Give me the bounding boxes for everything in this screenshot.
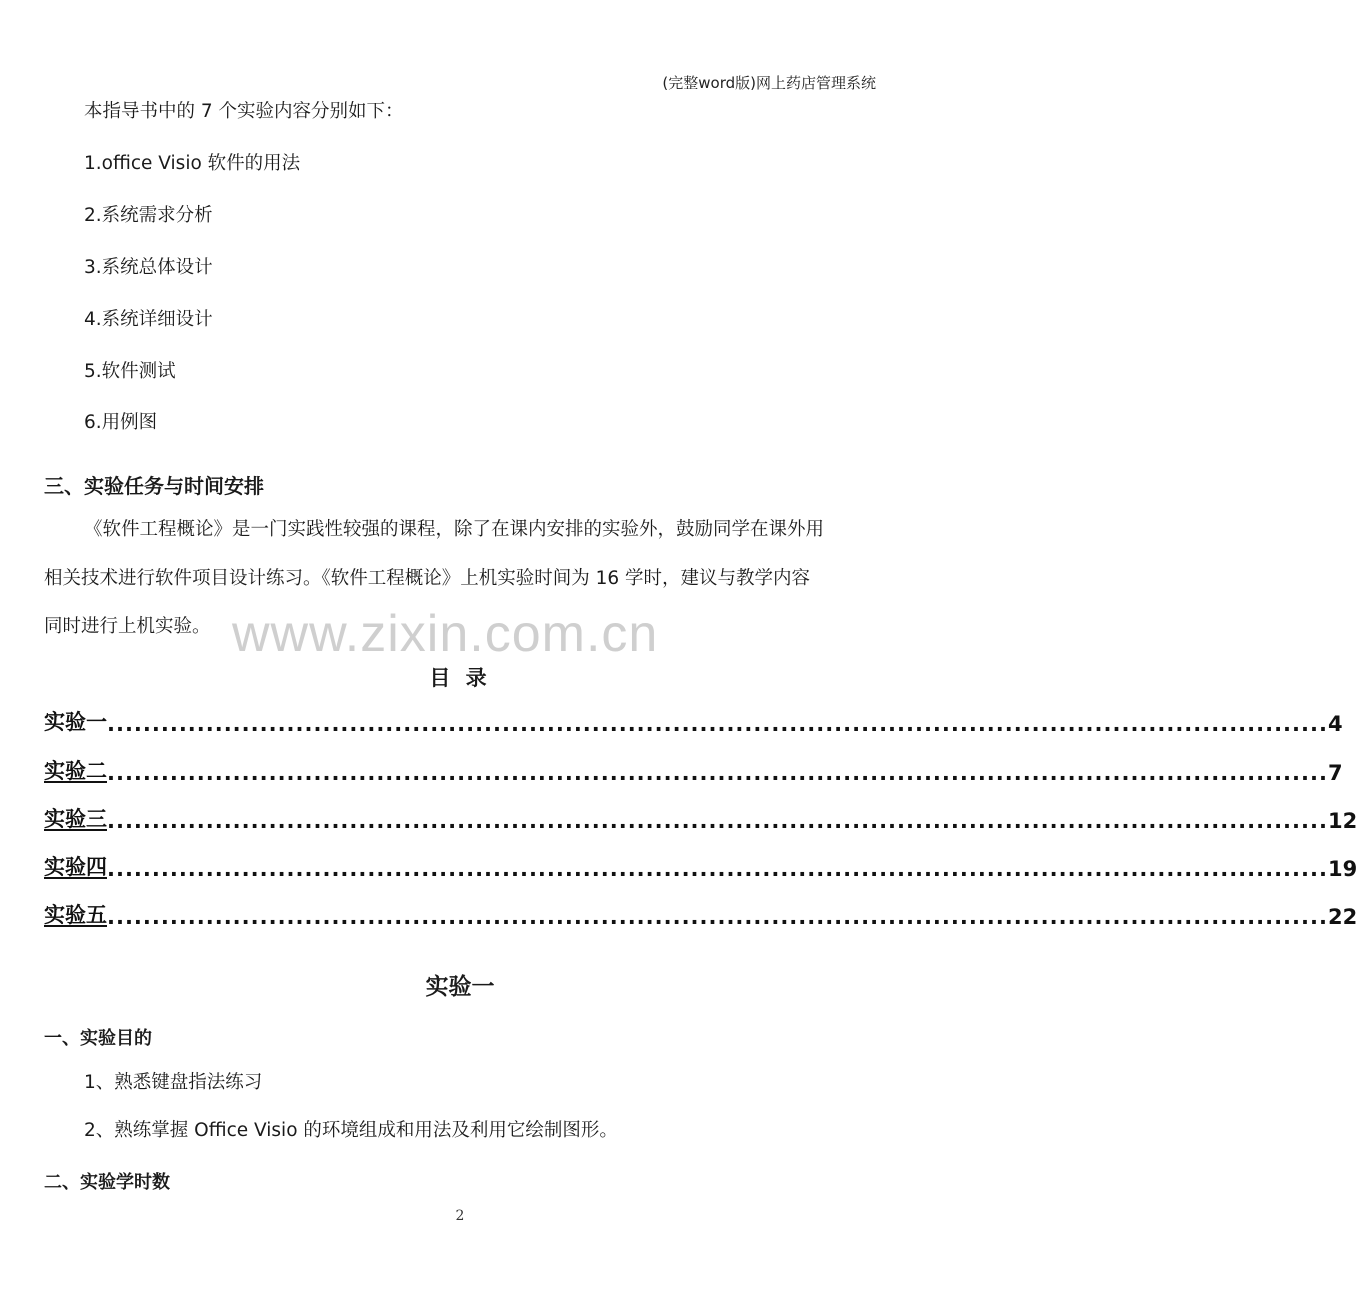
toc-leader-dots: ........................................................................................................................................ — [107, 905, 1328, 929]
toc-leader-dots: ........................................................................................................................................ — [107, 761, 1328, 785]
toc-entry[interactable] — [44, 899, 1357, 929]
toc-entry[interactable] — [44, 755, 1343, 785]
toc-entry-page: 22 — [1327, 905, 1357, 929]
watermark: www.zixin.com.cn — [232, 605, 659, 663]
toc-entry-label[interactable]: 实验三 — [44, 807, 107, 831]
toc-entry-page: 4 — [1327, 712, 1343, 736]
toc-entry-label[interactable]: 实验二 — [44, 759, 107, 783]
list-item: 1.office Visio 软件的用法 — [84, 153, 301, 174]
toc-leader-dots: ........................................................................................................................................ — [107, 857, 1328, 881]
toc-entry-page: 7 — [1327, 761, 1343, 785]
toc-leader-dots: ........................................................................................................................................ — [107, 809, 1328, 833]
list-item: 2.系统需求分析 — [84, 205, 213, 226]
section-heading: 三、实验任务与时间安排 — [44, 474, 264, 498]
list-item: 5.软件测试 — [84, 361, 176, 382]
list-item: 6.用例图 — [84, 412, 158, 433]
toc-entry-page: 19 — [1327, 857, 1357, 881]
paragraph-line: 相关技术进行软件项目设计练习。《软件工程概论》上机实验时间为 16 学时，建议与教学内容 — [44, 568, 811, 589]
chapter-title: 实验一 — [425, 974, 495, 1000]
section-heading: 二、实验学时数 — [44, 1172, 170, 1193]
list-item: 2、熟练掌握 Office Visio 的环境组成和用法及利用它绘制图形。 — [84, 1120, 618, 1141]
toc-entry[interactable] — [44, 851, 1357, 881]
toc-title: 目 录 — [429, 666, 491, 690]
toc-entry[interactable] — [44, 803, 1357, 833]
toc-entry-page: 12 — [1327, 809, 1357, 833]
section-heading: 一、实验目的 — [44, 1028, 152, 1049]
paragraph-line: 《软件工程概论》是一门实践性较强的课程，除了在课内安排的实验外，鼓励同学在课外用 — [84, 519, 825, 540]
toc-entry-label[interactable]: 实验五 — [44, 903, 107, 927]
toc-entry-label[interactable]: 实验一 — [44, 710, 107, 734]
list-item: 1、熟悉键盘指法练习 — [84, 1072, 263, 1093]
page-number: 2 — [455, 1208, 465, 1224]
list-item: 3.系统总体设计 — [84, 257, 213, 278]
list-item: 4.系统详细设计 — [84, 309, 213, 330]
toc-leader-dots: ........................................................................................................................................ — [107, 712, 1328, 736]
document-header: (完整word版)网上药店管理系统 — [662, 74, 876, 92]
intro-text: 本指导书中的 7 个实验内容分别如下： — [84, 101, 404, 122]
toc-entry[interactable] — [44, 706, 1343, 736]
toc-entry-label[interactable]: 实验四 — [44, 855, 107, 879]
paragraph-line: 同时进行上机实验。 — [44, 616, 211, 637]
